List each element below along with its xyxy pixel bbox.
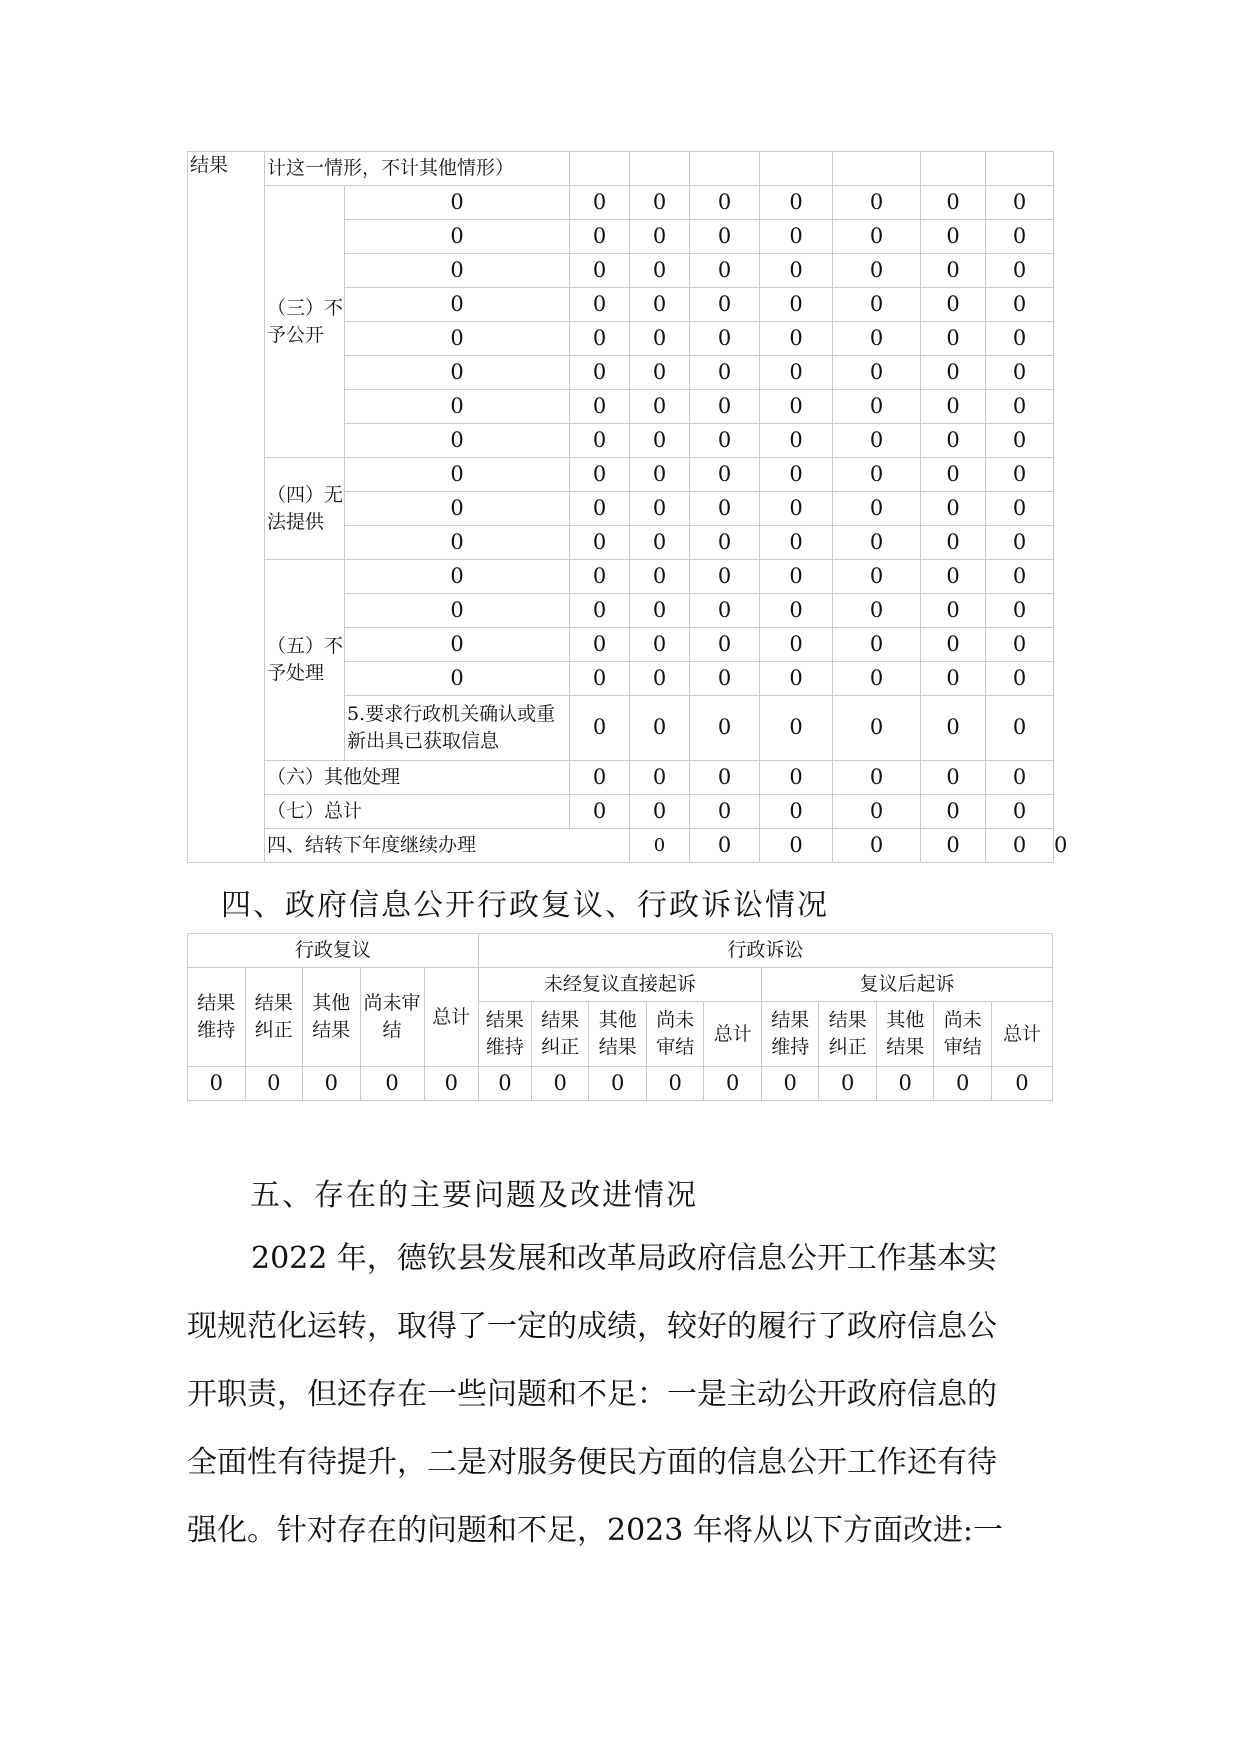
value-cell: 0 [833,220,921,254]
value-cell: 0 [760,322,833,356]
value-cell: 0 [760,254,833,288]
value-cell: 0 [760,761,833,795]
value-cell: 0 [760,829,833,863]
value-cell: 0 [833,696,921,761]
value-cell: 0 [690,526,760,560]
table-row [188,761,1054,795]
value-cell: 0 [630,628,690,662]
table-row [188,934,1053,968]
value-cell: 0 [760,220,833,254]
value-cell: 0 [833,458,921,492]
paragraph-line: 全面性有待提升，二是对服务便民方面的信息公开工作还有待 [187,1445,997,1480]
value-cell: 0 [345,594,570,628]
value-cell: 0 [921,390,986,424]
empty-cell [690,152,760,186]
value-cell: 0 [630,560,690,594]
value-cell: 0 [570,795,630,829]
value-cell: 0 [690,288,760,322]
value-cell: 0 [570,628,630,662]
value-cell: 0 [345,560,570,594]
value-cell: 0 [589,1067,647,1101]
value-cell: 0 [761,1067,819,1101]
value-cell: 0 [630,492,690,526]
value-cell: 0 [921,220,986,254]
column-header: 结果维持 [188,968,246,1067]
value-cell: 0 [345,288,570,322]
value-cell: 0 [760,560,833,594]
value-cell: 0 [921,322,986,356]
value-cell: 0 [570,526,630,560]
table-row [188,968,1053,1002]
value-cell: 0 [921,761,986,795]
value-cell: 0 [345,458,570,492]
value-cell: 0 [690,492,760,526]
value-cell: 0 [921,288,986,322]
value-cell: 0 [630,795,690,829]
table-body [188,934,1053,1101]
result-label: 结果 [188,152,265,863]
review-litigation-table [187,933,1053,1101]
value-cell: 0 [986,662,1054,696]
value-cell: 0 [630,594,690,628]
value-cell: 0 [921,594,986,628]
value-cell: 0 [245,1067,303,1101]
value-cell: 0 [424,1067,478,1101]
value-cell: 0 [345,356,570,390]
value-cell: 0 [345,662,570,696]
after-header: 复议后起诉 [761,968,1052,1002]
value-cell: 0 [986,560,1054,594]
value-cell: 0 [833,254,921,288]
value-cell: 0 [690,662,760,696]
value-cell: 0 [760,424,833,458]
table-body [188,152,1068,863]
value-cell: 0 [760,628,833,662]
value-cell: 0 [345,390,570,424]
column-header: 总计 [704,1002,762,1067]
value-cell: 0 [760,492,833,526]
value-cell: 0 [646,1067,704,1101]
paragraph-line: 开职责，但还存在一些问题和不足：一是主动公开政府信息的 [187,1377,997,1412]
value-cell: 0 [690,761,760,795]
value-cell: 0 [690,628,760,662]
value-cell: 0 [986,424,1054,458]
value-cell: 0 [760,526,833,560]
value-cell: 0 [630,356,690,390]
empty-cell [630,152,690,186]
value-cell: 0 [986,492,1054,526]
value-cell: 0 [630,390,690,424]
value-cell: 0 [986,288,1054,322]
value-cell: 0 [921,458,986,492]
table-row [188,458,1054,492]
value-cell: 0 [833,662,921,696]
value-cell: 0 [630,254,690,288]
value-cell: 0 [991,1067,1052,1101]
value-cell: 0 [986,220,1054,254]
value-cell: 0 [345,186,570,220]
value-cell: 0 [934,1067,992,1101]
application-handling-table [187,151,1068,863]
value-cell: 0 [531,1067,589,1101]
value-cell: 0 [345,628,570,662]
total-label: （七）总计 [265,795,570,829]
value-cell: 0 [690,254,760,288]
value-cell: 0 [760,594,833,628]
value-cell: 0 [630,424,690,458]
other-label: （六）其他处理 [265,761,570,795]
value-cell: 0 [921,424,986,458]
value-cell: 0 [760,356,833,390]
paragraph-line: 现规范化运转，取得了一定的成绩，较好的履行了政府信息公 [187,1309,997,1344]
value-cell: 0 [921,628,986,662]
value-cell: 0 [986,526,1054,560]
value-cell: 0 [690,829,760,863]
paragraph-line: 2022 年，德钦县发展和改革局政府信息公开工作基本实 [251,1241,997,1276]
column-header: 其他结果 [876,1002,934,1067]
column-header: 其他结果 [303,968,361,1067]
value-cell: 0 [921,186,986,220]
value-cell: 0 [690,458,760,492]
value-cell: 0 [690,220,760,254]
value-cell: 0 [986,356,1054,390]
value-cell: 0 [630,220,690,254]
value-cell: 0 [570,458,630,492]
value-cell: 0 [921,356,986,390]
value-cell: 0 [345,322,570,356]
value-cell: 0 [760,186,833,220]
value-cell: 0 [570,186,630,220]
value-cell: 0 [345,424,570,458]
empty-cell [570,152,630,186]
value-cell: 0 [630,761,690,795]
value-cell: 0 [570,220,630,254]
column-header: 结果纠正 [819,1002,877,1067]
value-cell: 0 [570,761,630,795]
section4-title: 四、政府信息公开行政复议、行政诉讼情况 [221,888,829,923]
value-cell: 0 [986,594,1054,628]
value-cell: 0 [630,458,690,492]
value-cell: 0 [760,288,833,322]
value-cell: 0 [345,254,570,288]
value-cell: 0 [986,628,1054,662]
section5-title: 五、存在的主要问题及改进情况 [250,1178,698,1213]
value-cell: 0 [986,322,1054,356]
value-cell: 0 [690,795,760,829]
value-cell: 0 [833,390,921,424]
group-label: （五）不予处理 [265,560,345,761]
value-cell: 0 [833,492,921,526]
value-cell: 0 [570,424,630,458]
value-cell: 0 [690,356,760,390]
value-cell: 0 [690,560,760,594]
table-row [188,795,1054,829]
value-cell: 0 [921,829,986,863]
column-header: 其他结果 [589,1002,647,1067]
value-cell: 0 [986,458,1054,492]
value-cell: 0 [833,761,921,795]
value-cell: 0 [833,829,921,863]
empty-cell [921,152,986,186]
value-cell: 0 [630,696,690,761]
paragraph-line: 强化。针对存在的问题和不足，2023 年将从以下方面改进:一 [187,1513,1003,1548]
value-cell: 0 [986,390,1054,424]
column-header: 结果纠正 [245,968,303,1067]
column-header: 结果维持 [478,1002,531,1067]
value-cell: 0 [921,560,986,594]
value-cell: 0 [760,696,833,761]
column-header: 尚未审结 [360,968,424,1067]
value-cell: 0 [630,526,690,560]
column-header: 结果纠正 [531,1002,589,1067]
value-cell: 0 [760,795,833,829]
value-cell: 0 [833,424,921,458]
value-cell: 0 [690,594,760,628]
value-cell: 0 [630,288,690,322]
carry-label: 四、结转下年度继续办理 [265,829,630,863]
value-cell: 0 [188,1067,246,1101]
value-cell: 0 [570,696,630,761]
value-cell: 0 [921,492,986,526]
value-cell: 0 [570,492,630,526]
value-cell: 0 [570,662,630,696]
value-cell: 0 [690,186,760,220]
value-cell: 0 [760,662,833,696]
value-cell: 0 [570,594,630,628]
empty-cell [833,152,921,186]
value-cell: 0 [345,526,570,560]
value-cell: 0 [630,322,690,356]
value-cell: 0 [760,458,833,492]
direct-header: 未经复议直接起诉 [478,968,761,1002]
section5-paragraph [187,1225,1053,1565]
value-cell: 0 [760,390,833,424]
item5-label: 5.要求行政机关确认或重新出具已获取信息 [345,696,570,761]
value-cell: 0 [921,696,986,761]
value-cell: 0 [921,526,986,560]
value-cell: 0 [833,526,921,560]
empty-cell [986,152,1054,186]
value-cell: 0 [833,322,921,356]
value-cell: 0 [833,356,921,390]
value-cell: 0 [833,594,921,628]
value-cell: 0 [630,662,690,696]
value-cell: 0 [570,254,630,288]
value-cell: 0 [303,1067,361,1101]
column-header: 结果维持 [761,1002,819,1067]
value-cell: 0 [570,288,630,322]
value-cell: 0 [570,390,630,424]
value-cell: 0 [986,186,1054,220]
value-cell: 0 [833,628,921,662]
row-label: 计这一情形，不计其他情形） [265,152,570,186]
value-cell: 0 [833,288,921,322]
value-cell: 0 [570,322,630,356]
column-header: 总计 [424,968,478,1067]
value-cell: 0 [690,390,760,424]
value-cell: 0 [833,795,921,829]
review-header: 行政复议 [188,934,479,968]
litigation-header: 行政诉讼 [478,934,1052,968]
value-cell: 0 [986,829,1054,863]
value-cell: 0 [986,696,1054,761]
value-cell: 0 [570,356,630,390]
value-cell: 0 [986,795,1054,829]
column-header: 尚未审结 [934,1002,992,1067]
column-header: 尚未审结 [646,1002,704,1067]
value-cell: 0 [921,662,986,696]
empty-cell [760,152,833,186]
value-cell: 0 [345,492,570,526]
value-cell: 0 [690,424,760,458]
table-row [188,186,1054,220]
column-header: 总计 [991,1002,1052,1067]
value-cell: 0 [819,1067,877,1101]
value-cell: 0 [478,1067,531,1101]
value-cell: 0 [921,795,986,829]
table-row [188,152,1054,186]
table-row [188,1067,1053,1101]
value-cell: 0 [833,186,921,220]
value-cell: 0 [704,1067,762,1101]
value-cell: 0 [876,1067,934,1101]
value-cell: 0 [833,560,921,594]
table-row [188,560,1054,594]
value-cell: 0 [630,186,690,220]
group-label: （四）无法提供 [265,458,345,560]
group-label: （三）不予公开 [265,186,345,458]
value-cell: 0 [986,761,1054,795]
value-cell: 0 [630,829,690,863]
value-cell: 0 [570,560,630,594]
value-cell: 0 [690,696,760,761]
value-cell: 0 [690,322,760,356]
table-row: 四、结转下年度继续办理 0 0 0 0 0 0 0 [188,829,1054,863]
value-cell: 0 [986,254,1054,288]
value-cell: 0 [345,220,570,254]
value-cell: 0 [360,1067,424,1101]
value-cell: 0 [921,254,986,288]
